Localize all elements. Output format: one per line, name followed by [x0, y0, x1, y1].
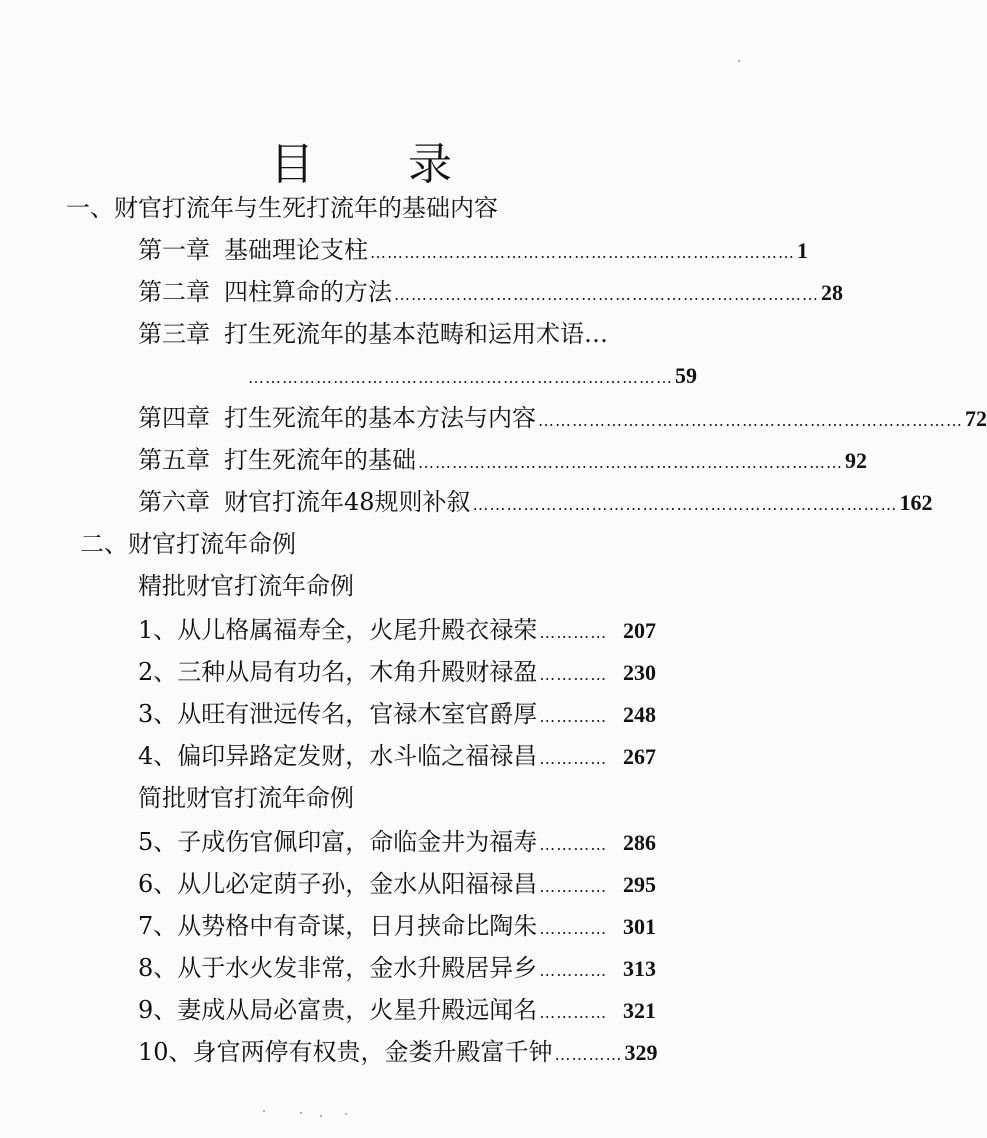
- leader-dots: …………: [539, 1003, 608, 1022]
- page-title: 目 录: [270, 139, 492, 190]
- toc-entry[interactable]: [138, 822, 656, 862]
- chapter-title: 财官打流年48规则补叙: [224, 488, 471, 516]
- leader-dots: …………: [554, 1045, 623, 1064]
- leader-dots: …………………………………………………………………: [394, 285, 819, 304]
- chapter-title: 打生死流年的基础: [224, 446, 416, 474]
- example-title: 1、从儿格属福寿全，火尾升殿衣禄荣: [138, 616, 538, 644]
- scan-speck: [345, 1113, 347, 1115]
- section-heading: 二、财官打流年命例: [80, 530, 296, 558]
- toc-entry[interactable]: [138, 864, 656, 904]
- leader-dots: …………………………………………………………………: [538, 411, 963, 430]
- leader-dots: …………………………………………………………………: [472, 495, 898, 514]
- toc-entry[interactable]: [138, 1032, 656, 1072]
- leader-dots: …………: [539, 835, 608, 854]
- leader-dots: …………: [539, 961, 608, 980]
- page-number: 248: [623, 702, 656, 727]
- page-number: 321: [623, 998, 656, 1023]
- example-title: 2、三种从局有功名，木角升殿财禄盈: [138, 658, 538, 686]
- scan-speck: [738, 60, 740, 62]
- page-number: 162: [899, 490, 933, 515]
- toc-entry[interactable]: [138, 482, 933, 522]
- example-title: 4、偏印异路定发财，水斗临之福禄昌: [138, 742, 538, 770]
- toc-entry-continuation[interactable]: [246, 356, 697, 396]
- page-number: 301: [623, 914, 656, 939]
- page-number: 329: [624, 1040, 658, 1065]
- toc-entry[interactable]: [138, 652, 656, 692]
- chapter-number: 第五章: [138, 446, 210, 474]
- example-title: 3、从旺有泄远传名，官禄木室官爵厚: [138, 700, 538, 728]
- toc-entry[interactable]: [138, 272, 843, 312]
- chapter-number: 第三章: [138, 320, 210, 348]
- leader-dots: …………: [539, 623, 608, 642]
- toc-entry[interactable]: [138, 398, 987, 438]
- chapter-number: 第二章: [138, 278, 210, 306]
- chapter-title: 基础理论支柱: [224, 236, 368, 264]
- leader-dots: …………………………………………………………………: [370, 243, 795, 262]
- page-number: 286: [623, 830, 656, 855]
- toc-entry[interactable]: [138, 694, 656, 734]
- page-number: 230: [623, 660, 656, 685]
- leader-dots: …………: [539, 665, 608, 684]
- chapter-number: 第六章: [138, 488, 210, 516]
- scan-speck: [300, 1112, 302, 1114]
- page-number: 267: [623, 744, 656, 769]
- toc-entry[interactable]: [138, 736, 656, 776]
- example-title: 7、从势格中有奇谋，日月挟命比陶朱: [138, 912, 538, 940]
- page-number: 28: [821, 280, 843, 305]
- toc-entry[interactable]: [138, 440, 867, 480]
- example-title: 10、身官两停有权贵，金娄升殿富千钟: [138, 1038, 553, 1066]
- chapter-number: 第一章: [138, 236, 210, 264]
- example-title: 9、妻成从局必富贵，火星升殿远闻名: [138, 996, 538, 1024]
- leader-dots: …………: [539, 877, 608, 896]
- section-heading: 一、财官打流年与生死打流年的基础内容: [66, 194, 498, 222]
- chapter-number: 第四章: [138, 404, 210, 432]
- scan-speck: [263, 1110, 265, 1112]
- page-number: 72: [965, 406, 987, 431]
- leader-dots: …………………………………………………………………: [418, 453, 843, 472]
- page-number: 59: [675, 363, 697, 388]
- toc-entry[interactable]: [138, 990, 656, 1030]
- leader-dots: …………: [539, 707, 608, 726]
- toc-entry[interactable]: [138, 314, 656, 354]
- example-title: 8、从于水火发非常，金水升殿居异乡: [138, 954, 538, 982]
- toc-entry[interactable]: [138, 230, 808, 270]
- chapter-title: 四柱算命的方法: [224, 278, 392, 306]
- toc-entry[interactable]: [138, 906, 656, 946]
- page-number: 295: [623, 872, 656, 897]
- page-number: 1: [797, 238, 808, 263]
- leader-dots: …………: [539, 749, 608, 768]
- subsection-heading: 简批财官打流年命例: [138, 784, 354, 812]
- toc-entry[interactable]: [138, 610, 656, 650]
- page-number: 92: [845, 448, 867, 473]
- subsection-heading: 精批财官打流年命例: [138, 572, 354, 600]
- chapter-title: 打生死流年的基本方法与内容: [224, 404, 536, 432]
- chapter-title: 打生死流年的基本范畴和运用术语…: [224, 320, 608, 348]
- page-number: 207: [623, 618, 656, 643]
- scan-speck: [320, 1115, 322, 1117]
- example-title: 5、子成伤官佩印富，命临金井为福寿: [138, 828, 538, 856]
- leader-dots: …………………………………………………………………: [248, 368, 673, 387]
- page-number: 313: [623, 956, 656, 981]
- toc-entry[interactable]: [138, 948, 656, 988]
- example-title: 6、从儿必定荫子孙，金水从阳福禄昌: [138, 870, 538, 898]
- leader-dots: …………: [539, 919, 608, 938]
